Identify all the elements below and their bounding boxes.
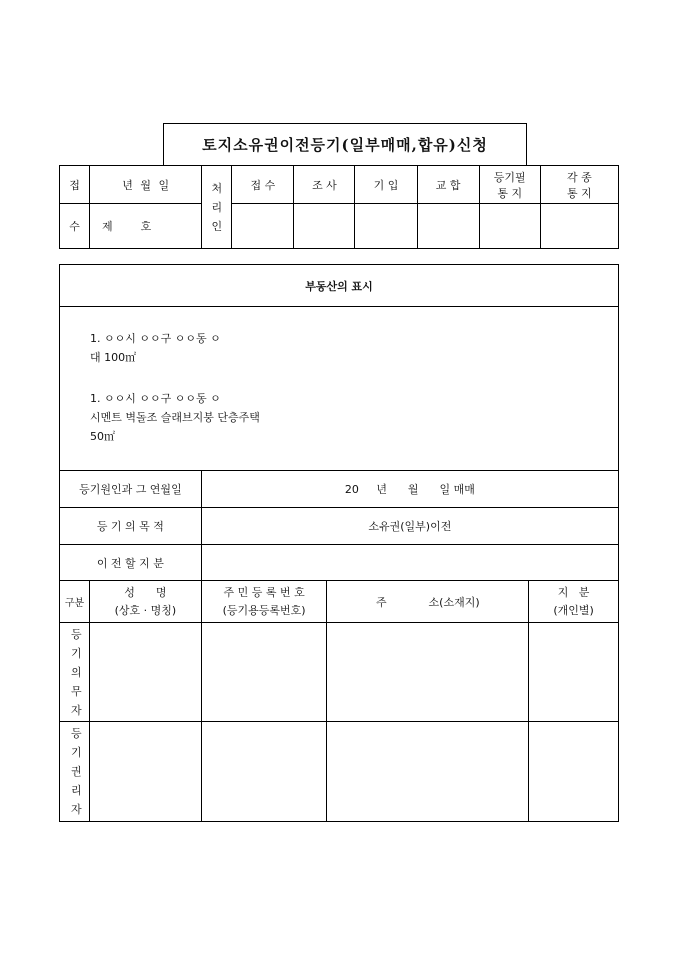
form-title: 토지소유권이전등기(일부매매,합유)신청 <box>163 123 527 165</box>
property-item2-address: 1. ㅇㅇ시 ㅇㅇ구 ㅇㅇ동 ㅇ <box>90 392 221 405</box>
receipt-number: 제 호 <box>90 204 202 249</box>
share-value[interactable] <box>201 545 618 581</box>
handler-label <box>202 166 232 249</box>
obligee-id[interactable] <box>201 722 327 822</box>
step-gyohap: 교 합 <box>417 166 479 204</box>
step-6-line1: 각 종 <box>567 170 592 184</box>
sign-gyohap[interactable] <box>417 204 479 249</box>
cause-label: 등기원인과 그 연월일 <box>60 471 202 508</box>
step-5-line1: 등기필 <box>493 170 526 184</box>
handler-label-2: 리 <box>211 200 223 214</box>
step-registration-notice <box>479 166 540 204</box>
receipt-date: 년 월 일 <box>90 166 202 204</box>
property-item1-address: 1. ㅇㅇ시 ㅇㅇ구 ㅇㅇ동 ㅇ <box>90 332 221 345</box>
share-label: 이 전 할 지 분 <box>60 545 202 581</box>
purpose-label: 등 기 의 목 적 <box>60 508 202 545</box>
party-col-share-line1: 지 분 <box>557 585 590 599</box>
handler-label-3: 인 <box>211 219 223 233</box>
step-5-line2: 통 지 <box>497 186 523 200</box>
party-col-name <box>89 581 201 623</box>
property-item2-detail: 시멘트 벽돌조 슬래브지붕 단층주택 <box>90 411 260 424</box>
application-table <box>59 264 619 822</box>
party-col-share-line2: (개인별) <box>553 603 594 617</box>
sign-giip[interactable] <box>355 204 417 249</box>
party-col-name-line2: (상호 · 명칭) <box>114 603 177 617</box>
step-josa: 조 사 <box>294 166 355 204</box>
obligee-address[interactable] <box>327 722 529 822</box>
step-various-notice <box>540 166 618 204</box>
obligee-name[interactable] <box>89 722 201 822</box>
step-giip: 기 입 <box>355 166 417 204</box>
step-jeopsu: 접 수 <box>232 166 294 204</box>
party-col-id-line2: (등기용등록번호) <box>222 603 306 617</box>
property-description[interactable] <box>60 307 619 471</box>
party-col-name-line1: 성 명 <box>124 585 167 599</box>
obligor-name[interactable] <box>89 623 201 722</box>
obligee-label: 등 기 권 리 자 <box>60 722 90 822</box>
receipt-label-su: 수 <box>60 204 90 249</box>
obligor-id[interactable] <box>201 623 327 722</box>
handler-label-1: 처 <box>211 181 223 195</box>
party-col-id-line1: 주 민 등 록 번 호 <box>223 585 305 599</box>
party-col-type: 구분 <box>60 581 90 623</box>
obligor-address[interactable] <box>327 623 529 722</box>
sign-jeopsu[interactable] <box>232 204 294 249</box>
property-header: 부동산의 표시 <box>60 265 619 307</box>
party-col-address: 주 소(소재지) <box>327 581 529 623</box>
receipt-table <box>59 165 619 249</box>
obligee-share[interactable] <box>529 722 619 822</box>
sign-josa[interactable] <box>294 204 355 249</box>
sign-various-notice[interactable] <box>540 204 618 249</box>
sign-registration-notice[interactable] <box>479 204 540 249</box>
receipt-label-jeop: 접 <box>60 166 90 204</box>
cause-value[interactable]: 20 년 월 일 매매 <box>201 471 618 508</box>
obligor-label: 등 기 의 무 자 <box>60 623 90 722</box>
obligor-share[interactable] <box>529 623 619 722</box>
property-item1-detail: 대 100㎡ <box>90 351 137 364</box>
party-col-id <box>201 581 327 623</box>
step-6-line2: 통 지 <box>567 186 592 200</box>
property-item2-area: 50㎡ <box>90 430 115 443</box>
purpose-value[interactable]: 소유권(일부)이전 <box>201 508 618 545</box>
party-col-share <box>529 581 619 623</box>
